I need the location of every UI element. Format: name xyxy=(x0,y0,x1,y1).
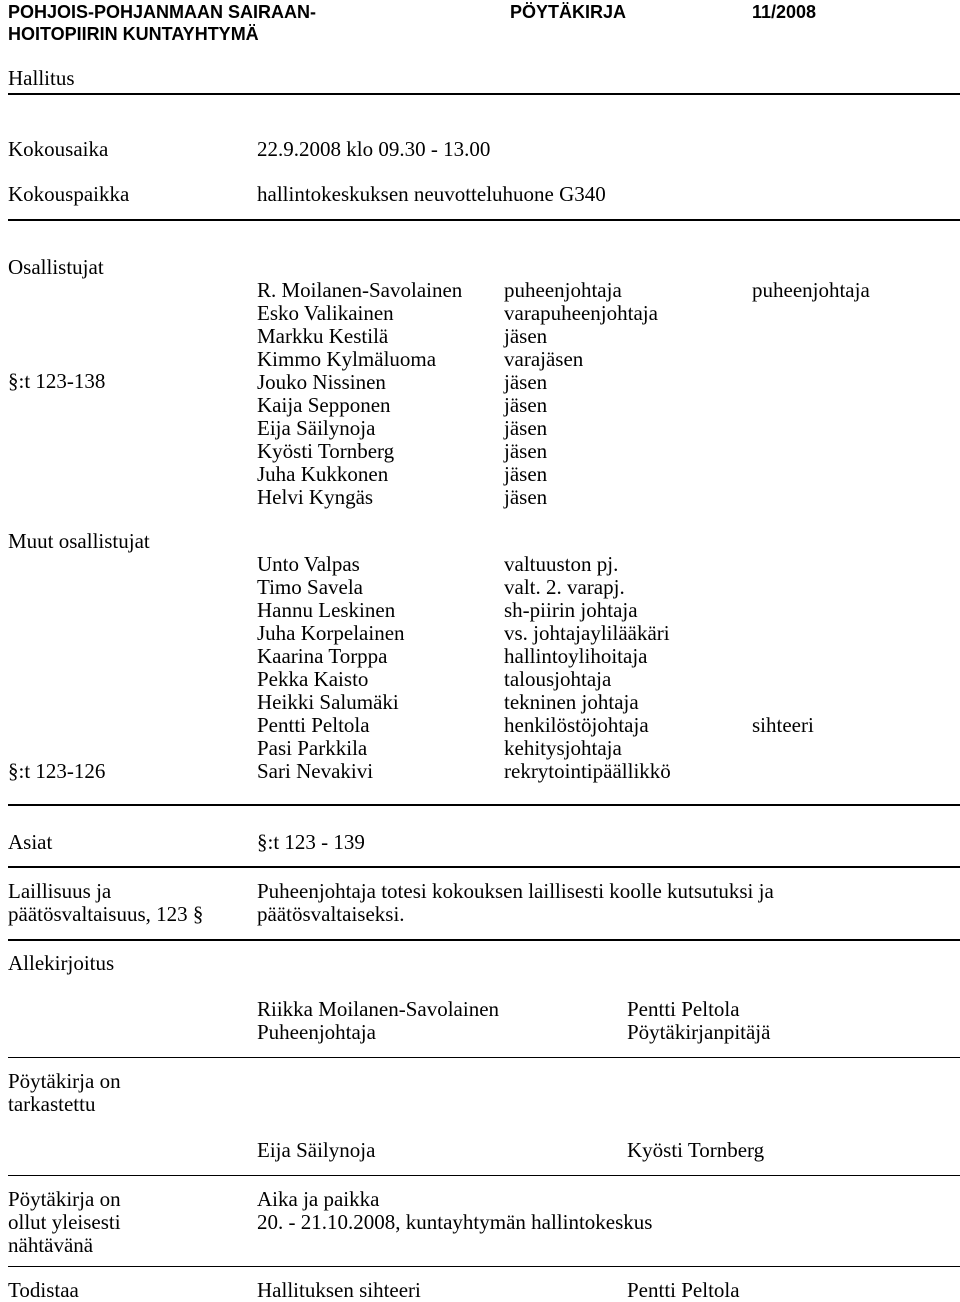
checked-label-line2: tarkastettu xyxy=(8,1092,96,1116)
other-name: Timo Savela xyxy=(257,575,363,599)
other-role: tekninen johtaja xyxy=(504,690,639,714)
others-names xyxy=(257,553,405,783)
others-extra-role: sihteeri xyxy=(752,713,814,737)
participant-role: jäsen xyxy=(504,439,548,463)
certify-label: Todistaa xyxy=(8,1278,79,1302)
participant-name: Kaija Sepponen xyxy=(257,393,391,417)
participant-name: Markku Kestilä xyxy=(257,324,389,348)
other-role: valtuuston pj. xyxy=(504,552,619,576)
doc-type: PÖYTÄKIRJA xyxy=(510,2,627,22)
board-name: Hallitus xyxy=(8,66,75,90)
other-role: kehitysjohtaja xyxy=(504,736,622,760)
signer2-name: Pentti Peltola xyxy=(627,997,740,1021)
legality-text-line2: päätösvaltaiseksi. xyxy=(257,902,405,926)
others-section-note: §:t 123-126 xyxy=(8,759,106,783)
participants-names xyxy=(257,279,462,509)
participant-role: jäsen xyxy=(504,324,548,348)
public-value: 20. - 21.10.2008, kuntayhtymän hallintokeskus xyxy=(257,1210,653,1234)
signer1-title: Puheenjohtaja xyxy=(257,1020,376,1044)
participants-label: Osallistujat xyxy=(8,255,104,279)
other-role: talousjohtaja xyxy=(504,667,612,691)
participant-role: jäsen xyxy=(504,462,548,486)
checker1-name: Eija Säilynoja xyxy=(257,1138,376,1162)
checked-label-line1: Pöytäkirja on xyxy=(8,1069,121,1093)
other-name: Sari Nevakivi xyxy=(257,759,374,783)
meeting-place-value: hallintokeskuksen neuvotteluhuone G340 xyxy=(257,182,606,206)
other-name: Unto Valpas xyxy=(257,552,360,576)
other-role: rekrytointipäällikkö xyxy=(504,759,671,783)
participant-role: varapuheenjohtaja xyxy=(504,301,658,325)
signer1-name: Riikka Moilanen-Savolainen xyxy=(257,997,500,1021)
others-roles xyxy=(504,553,671,783)
participant-role: jäsen xyxy=(504,370,548,394)
meeting-time-label: Kokousaika xyxy=(8,137,109,161)
other-name: Juha Korpelainen xyxy=(257,621,405,645)
legality-text-line1: Puheenjohtaja totesi kokouksen laillisesti koolle kutsutuksi ja xyxy=(257,879,774,903)
legality-label-line2: päätösvaltaisuus, 123 § xyxy=(8,902,204,926)
participant-name: R. Moilanen-Savolainen xyxy=(257,278,463,302)
legality-label-line1: Laillisuus ja xyxy=(8,879,112,903)
other-name: Kaarina Torppa xyxy=(257,644,388,668)
other-role: henkilöstöjohtaja xyxy=(504,713,649,737)
other-name: Pentti Peltola xyxy=(257,713,370,737)
participant-role: jäsen xyxy=(504,393,548,417)
certify-name: Pentti Peltola xyxy=(627,1278,740,1302)
participants-section-note: §:t 123-138 xyxy=(8,369,106,393)
matters-label: Asiat xyxy=(8,830,53,854)
public-rule xyxy=(8,1266,960,1267)
participant-name: Esko Valikainen xyxy=(257,301,394,325)
participant-name: Kimmo Kylmäluoma xyxy=(257,347,437,371)
participant-name: Juha Kukkonen xyxy=(257,462,389,486)
others-label: Muut osallistujat xyxy=(8,529,150,553)
signatures-rule xyxy=(8,1057,960,1058)
other-name: Hannu Leskinen xyxy=(257,598,396,622)
participant-name: Helvi Kyngäs xyxy=(257,485,374,509)
other-role: sh-piirin johtaja xyxy=(504,598,638,622)
participant-name: Jouko Nissinen xyxy=(257,370,386,394)
other-role: valt. 2. varapj. xyxy=(504,575,625,599)
participant-role: puheenjohtaja xyxy=(504,278,622,302)
public-label-line1: Pöytäkirja on xyxy=(8,1187,121,1211)
participant-role: varajäsen xyxy=(504,347,584,371)
meeting-time-value: 22.9.2008 klo 09.30 - 13.00 xyxy=(257,137,491,161)
meeting-place-label: Kokouspaikka xyxy=(8,182,130,206)
other-name: Pasi Parkkila xyxy=(257,736,368,760)
matters-value: §:t 123 - 139 xyxy=(257,830,365,854)
meeting-rule xyxy=(8,219,960,221)
public-label-line2: ollut yleisesti xyxy=(8,1210,121,1234)
public-label-line3: nähtävänä xyxy=(8,1233,94,1257)
signer2-title: Pöytäkirjanpitäjä xyxy=(627,1020,771,1044)
participant-role: jäsen xyxy=(504,485,548,509)
legality-rule xyxy=(8,939,960,941)
doc-number: 11/2008 xyxy=(752,2,817,22)
participant-name: Eija Säilynoja xyxy=(257,416,376,440)
certify-title: Hallituksen sihteeri xyxy=(257,1278,421,1302)
participants-extra-role: puheenjohtaja xyxy=(752,278,870,302)
participants-roles xyxy=(504,279,658,509)
header-rule xyxy=(8,93,960,95)
participant-name: Kyösti Tornberg xyxy=(257,439,395,463)
org-name-line2: HOITOPIIRIN KUNTAYHTYMÄ xyxy=(8,24,259,44)
participants-rule xyxy=(8,804,960,806)
org-name-line1: POHJOIS-POHJANMAAN SAIRAAN- xyxy=(8,2,317,22)
other-role: hallintoylihoitaja xyxy=(504,644,648,668)
public-heading: Aika ja paikka xyxy=(257,1187,380,1211)
signatures-label: Allekirjoitus xyxy=(8,951,115,975)
matters-rule xyxy=(8,866,960,868)
checker2-name: Kyösti Tornberg xyxy=(627,1138,765,1162)
other-name: Heikki Salumäki xyxy=(257,690,399,714)
other-role: vs. johtajaylilääkäri xyxy=(504,621,670,645)
checked-rule xyxy=(8,1175,960,1176)
participant-role: jäsen xyxy=(504,416,548,440)
other-name: Pekka Kaisto xyxy=(257,667,369,691)
